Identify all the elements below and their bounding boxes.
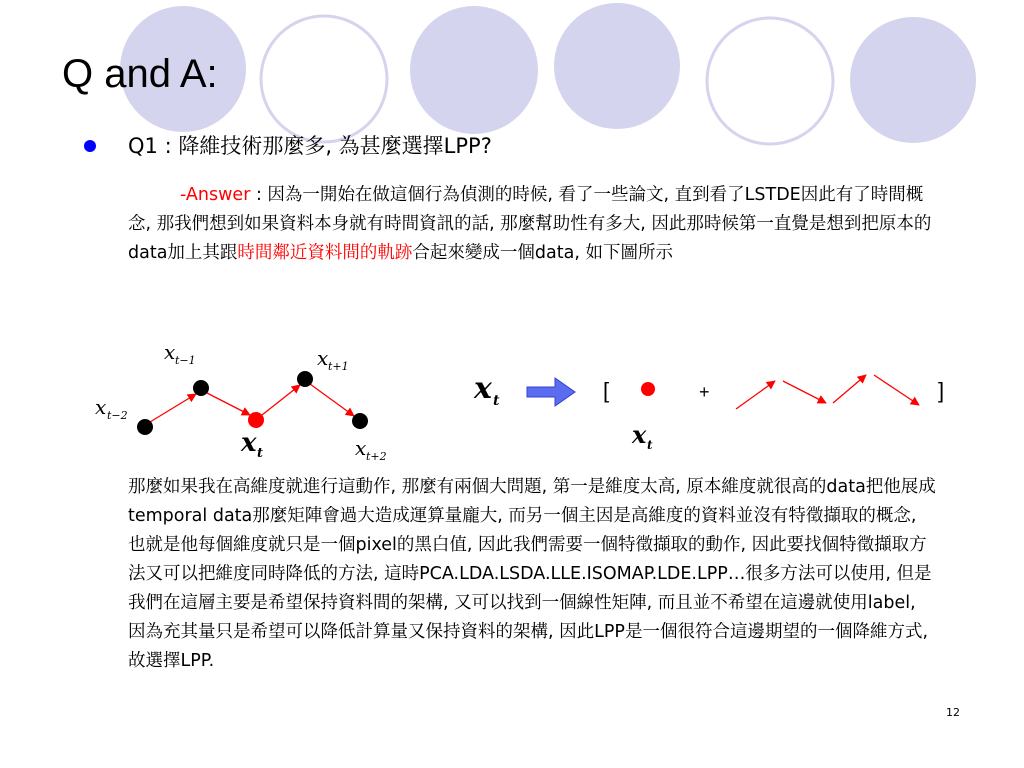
close-bracket: ]: [938, 378, 945, 403]
result-arrow: [833, 375, 866, 403]
label-xt-minus-2: x: [95, 395, 107, 419]
plus-sign: +: [699, 382, 710, 402]
trajectory-arrow: [310, 384, 354, 416]
result-red-node: [641, 382, 655, 396]
label-xt-minus-1: x: [164, 340, 176, 364]
label-sub-minus-2: t−2: [107, 409, 128, 422]
node-t-minus-1: [193, 380, 209, 396]
trajectory-arrow: [150, 394, 196, 422]
node-t-plus-2: [352, 413, 368, 429]
answer-text-2: 合起來變成一個data, 如下圖所示: [412, 243, 673, 263]
trajectory-arrow: [207, 393, 250, 415]
result-arrow: [783, 381, 826, 403]
label-sub-plus-1: t+1: [328, 360, 349, 373]
block-arrow-icon: [527, 378, 575, 406]
label-xt: x: [241, 428, 257, 458]
page-number: 12: [946, 706, 960, 719]
trajectory-arrow: [262, 385, 300, 415]
answer-highlight: 時間鄰近資料間的軌跡: [237, 243, 413, 263]
result-arrow: [874, 375, 919, 405]
open-bracket: [: [603, 378, 610, 403]
label-xt-plus-1: x: [317, 346, 329, 370]
result-arrow: [736, 381, 775, 409]
body-paragraph: 那麼如果我在高維度就進行這動作, 那麼有兩個大問題, 第一是維度太高, 原本維度就很高的data把他展成temporal data那麼矩陣會過大造成運算量龐大, 而另一個主因是高維度的資料並沒有特徵擷取的概念, 也就是他每個維度就只是一個pixel的黑白值, 因此我們需要一個特徵擷取的動作, 因此要找個特徵擷取方法又可以把維度同時降低的方法, 這時PCA.LDA.LSDA.LLE.ISOMAP.LDE.LPP…很多方法可以使用, 但是我們在這層主要是希望保持資料間的架構, 又可以找到一個線性矩陣, 而且並不希望在這邊就使用label, 因為充其量只是希望可以降低計算量又保持資料的架構, 因此LPP是一個很符合這邊期望的一個降維方式, 故選擇LPP.: [128, 477, 936, 671]
answer-prefix: -Answer: [180, 185, 251, 205]
label-xt-plus-2: x: [355, 436, 367, 460]
question-text: Q1 : 降維技術那麼多, 為甚麼選擇LPP?: [128, 134, 492, 158]
label-sub-plus-2: t+2: [366, 450, 387, 463]
label-sub-minus-1: t−1: [175, 354, 196, 367]
slide-title: Q and A:: [62, 52, 218, 96]
result-input-sub: t: [493, 393, 500, 409]
node-t-minus-2: [137, 419, 153, 435]
node-t: [248, 412, 264, 428]
answer-text-1: : 因為一開始在做這個行為偵測的時候, 看了一些論文, 直到看了LSTDE因此有了時間概念, 那我們想到如果資料本身就有時間資訊的話, 那麼幫助性有多大, 因此那時候第一直覺是想到把原本的data加上其跟: [128, 185, 932, 263]
result-under-x: x: [632, 420, 647, 449]
result-input-x: x: [474, 371, 492, 406]
label-sub-t: t: [257, 446, 264, 461]
result-under-sub: t: [647, 438, 653, 452]
node-t-plus-1: [297, 371, 313, 387]
